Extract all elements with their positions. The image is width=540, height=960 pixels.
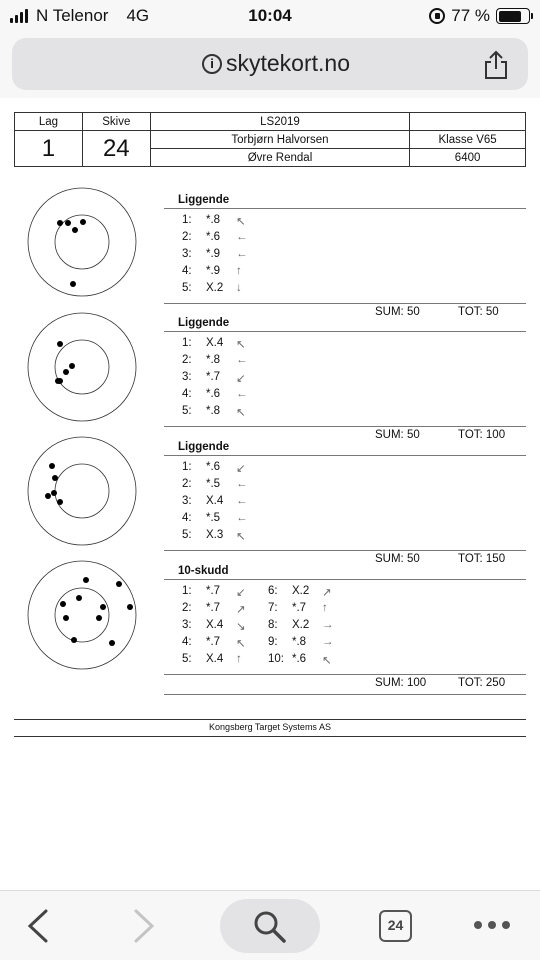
shot-hole	[55, 378, 61, 384]
browser-toolbar	[0, 890, 540, 960]
target-outer-ring	[28, 313, 136, 421]
network-type: 4G	[126, 6, 150, 25]
shot-number: 3:	[182, 495, 192, 507]
shot-score: X.4	[206, 495, 224, 507]
shooter-name: Torbjørn Halvorsen	[150, 131, 409, 149]
shot-hole	[63, 369, 69, 375]
shot-row	[182, 371, 252, 385]
shot-row	[182, 495, 252, 507]
shot-hole	[127, 604, 133, 610]
shot-direction-arrow-icon: ↖	[322, 655, 332, 667]
shot-score: *.7	[206, 585, 221, 597]
shot-number: 5:	[182, 653, 192, 665]
series-bottom-rule	[164, 694, 526, 695]
shot-score: *.7	[206, 636, 221, 648]
shot-direction-arrow-icon: →	[322, 636, 334, 648]
shot-row	[268, 585, 338, 599]
tabs-button[interactable]: 24	[379, 910, 412, 942]
target-outer-ring	[28, 561, 136, 669]
target-diagram	[26, 311, 138, 423]
shot-score: *.8	[206, 214, 221, 226]
shot-number: 5:	[182, 529, 192, 541]
shot-row	[182, 282, 252, 294]
shot-score: X.3	[206, 529, 224, 541]
shot-direction-arrow-icon: ←	[236, 231, 248, 243]
shot-direction-arrow-icon: ↙	[236, 463, 246, 475]
shot-hole	[69, 363, 75, 369]
shot-number: 4:	[182, 636, 192, 648]
shot-row	[182, 388, 252, 400]
shot-hole	[116, 581, 122, 587]
shot-hole	[76, 595, 82, 601]
series-title: Liggende	[178, 194, 230, 206]
score-card-page	[0, 98, 540, 890]
footer-company: Kongsberg Target Systems AS	[209, 722, 331, 732]
shot-row	[268, 636, 338, 648]
shot-row	[182, 231, 252, 243]
shot-direction-arrow-icon: ←	[236, 495, 248, 507]
shot-row	[182, 585, 252, 599]
shot-hole	[63, 615, 69, 621]
skive-value: 24	[82, 131, 150, 167]
series-total: TOT: 50	[458, 306, 499, 318]
more-options-icon[interactable]	[474, 921, 510, 929]
series-sum-rule	[164, 303, 526, 304]
shot-hole	[45, 493, 51, 499]
shot-direction-arrow-icon: ↑	[236, 653, 242, 665]
shot-score: *.7	[292, 602, 307, 614]
shot-number: 4:	[182, 388, 192, 400]
target-inner-ring	[55, 340, 109, 394]
shot-score: X.2	[292, 585, 310, 597]
shot-row	[268, 653, 338, 667]
share-icon[interactable]	[482, 50, 510, 80]
target-diagram	[26, 186, 138, 298]
shot-score: *.9	[206, 248, 221, 260]
shot-hole	[49, 463, 55, 469]
shot-number: 2:	[182, 231, 192, 243]
club-name: Øvre Rendal	[150, 149, 409, 167]
series-sum: SUM: 50	[375, 429, 420, 441]
shot-number: 4:	[182, 512, 192, 524]
shot-direction-arrow-icon: →	[322, 619, 334, 631]
shot-score: X.4	[206, 337, 224, 349]
series-sum-rule	[164, 550, 526, 551]
shot-score: *.7	[206, 371, 221, 383]
shot-row	[182, 265, 252, 277]
shot-direction-arrow-icon: ↙	[236, 587, 246, 599]
series-title: Liggende	[178, 317, 230, 329]
shot-number: 1:	[182, 461, 192, 473]
series-total: TOT: 100	[458, 429, 506, 441]
shot-direction-arrow-icon: ↗	[322, 587, 332, 599]
shot-hole	[57, 499, 63, 505]
series-title-rule	[164, 331, 526, 332]
series-title-rule	[164, 455, 526, 456]
target-inner-ring	[55, 464, 109, 518]
shot-number: 2:	[182, 478, 192, 490]
shot-hole	[70, 281, 76, 287]
shot-score: X.2	[206, 282, 224, 294]
shot-direction-arrow-icon: ↘	[236, 621, 246, 633]
shot-direction-arrow-icon: ←	[236, 478, 248, 490]
shot-direction-arrow-icon: ↙	[236, 373, 246, 385]
shot-score: *.5	[206, 478, 221, 490]
series-sum: SUM: 100	[375, 677, 427, 689]
url-text[interactable]: skytekort.no	[226, 50, 350, 76]
shot-number: 6:	[268, 585, 278, 597]
back-icon[interactable]	[26, 909, 50, 943]
shot-number: 1:	[182, 337, 192, 349]
shot-row	[268, 602, 338, 614]
lag-value: 1	[15, 131, 83, 167]
search-icon	[253, 910, 287, 944]
shot-row	[182, 529, 252, 543]
shot-direction-arrow-icon: ↓	[236, 282, 242, 294]
shot-direction-arrow-icon: ←	[236, 354, 248, 366]
shot-number: 2:	[182, 354, 192, 366]
shot-row	[182, 478, 252, 490]
shot-number: 2:	[182, 602, 192, 614]
shot-number: 8:	[268, 619, 278, 631]
shot-direction-arrow-icon: ↖	[236, 638, 246, 650]
shot-row	[182, 653, 252, 665]
shot-hole	[57, 220, 63, 226]
target-outer-ring	[28, 437, 136, 545]
shot-hole	[57, 341, 63, 347]
shot-number: 4:	[182, 265, 192, 277]
shot-row	[182, 619, 252, 633]
shot-hole	[100, 604, 106, 610]
carrier-name: N Telenor	[36, 6, 109, 25]
shot-direction-arrow-icon: ↖	[236, 216, 246, 228]
shot-score: *.7	[206, 602, 221, 614]
shot-row	[268, 619, 338, 631]
shot-hole	[83, 577, 89, 583]
shot-number: 10:	[268, 653, 284, 665]
shot-number: 3:	[182, 248, 192, 260]
shot-direction-arrow-icon: ↖	[236, 407, 246, 419]
shot-row	[182, 461, 252, 475]
shot-row	[182, 512, 252, 524]
shot-hole	[60, 601, 66, 607]
shot-number: 1:	[182, 585, 192, 597]
shot-hole	[71, 637, 77, 643]
shot-row	[182, 248, 252, 260]
battery-percent: 77 %	[451, 6, 490, 25]
search-button[interactable]	[220, 899, 320, 953]
shot-hole	[109, 640, 115, 646]
shot-direction-arrow-icon: ←	[236, 512, 248, 524]
shot-direction-arrow-icon: ←	[236, 248, 248, 260]
battery-icon	[496, 8, 530, 24]
shot-row	[182, 214, 252, 228]
event-name: LS2019	[150, 113, 409, 131]
shot-score: *.6	[206, 231, 221, 243]
shot-hole	[52, 475, 58, 481]
shot-score: X.4	[206, 653, 224, 665]
shot-score: X.4	[206, 619, 224, 631]
target-outer-ring	[28, 188, 136, 296]
shot-number: 5:	[182, 282, 192, 294]
shot-score: *.6	[206, 461, 221, 473]
shot-hole	[96, 615, 102, 621]
shot-direction-arrow-icon: ↑	[236, 265, 242, 277]
shot-score: *.8	[292, 636, 307, 648]
shot-direction-arrow-icon: ↗	[236, 604, 246, 616]
info-icon[interactable]: i	[202, 54, 222, 74]
shot-score: *.6	[292, 653, 307, 665]
footer-bottom-rule	[14, 736, 526, 737]
shot-direction-arrow-icon: ↖	[236, 531, 246, 543]
target-inner-ring	[55, 588, 109, 642]
address-bar[interactable]	[12, 38, 528, 90]
status-bar	[0, 0, 540, 34]
target-diagram	[26, 559, 138, 671]
series-sum: SUM: 50	[375, 553, 420, 565]
score-header-table	[14, 112, 526, 167]
series-title-rule	[164, 579, 526, 580]
target-diagram	[26, 435, 138, 547]
series-sum: SUM: 50	[375, 306, 420, 318]
club-number: 6400	[410, 149, 526, 167]
shot-row	[182, 602, 252, 616]
footer-top-rule	[14, 719, 526, 720]
shot-hole	[80, 219, 86, 225]
shot-number: 5:	[182, 405, 192, 417]
shot-row	[182, 354, 252, 366]
shot-score: *.6	[206, 388, 221, 400]
shot-hole	[65, 220, 71, 226]
series-title: Liggende	[178, 441, 230, 453]
series-total: TOT: 250	[458, 677, 506, 689]
shot-number: 3:	[182, 371, 192, 383]
shot-score: *.9	[206, 265, 221, 277]
shot-score: *.5	[206, 512, 221, 524]
shot-direction-arrow-icon: ←	[236, 388, 248, 400]
shot-row	[182, 337, 252, 351]
series-sum-rule	[164, 426, 526, 427]
shot-score: *.8	[206, 354, 221, 366]
shot-hole	[72, 227, 78, 233]
lag-label: Lag	[15, 113, 83, 131]
header-empty-cell	[410, 113, 526, 131]
status-right	[429, 6, 530, 26]
clock: 10:04	[248, 6, 292, 25]
shot-row	[182, 405, 252, 419]
shot-number: 1:	[182, 214, 192, 226]
shot-score: X.2	[292, 619, 310, 631]
shot-score: *.8	[206, 405, 221, 417]
shot-row	[182, 636, 252, 650]
skive-label: Skive	[82, 113, 150, 131]
rotation-lock-icon	[429, 8, 445, 24]
forward-icon[interactable]	[132, 909, 156, 943]
shot-direction-arrow-icon: ↖	[236, 339, 246, 351]
series-total: TOT: 150	[458, 553, 506, 565]
series-sum-rule	[164, 674, 526, 675]
shot-number: 3:	[182, 619, 192, 631]
shot-hole	[51, 490, 57, 496]
shot-number: 7:	[268, 602, 278, 614]
series-title-rule	[164, 208, 526, 209]
shot-direction-arrow-icon: ↑	[322, 602, 328, 614]
series-title: 10-skudd	[178, 565, 229, 577]
shooter-class: Klasse V65	[410, 131, 526, 149]
shot-number: 9:	[268, 636, 278, 648]
